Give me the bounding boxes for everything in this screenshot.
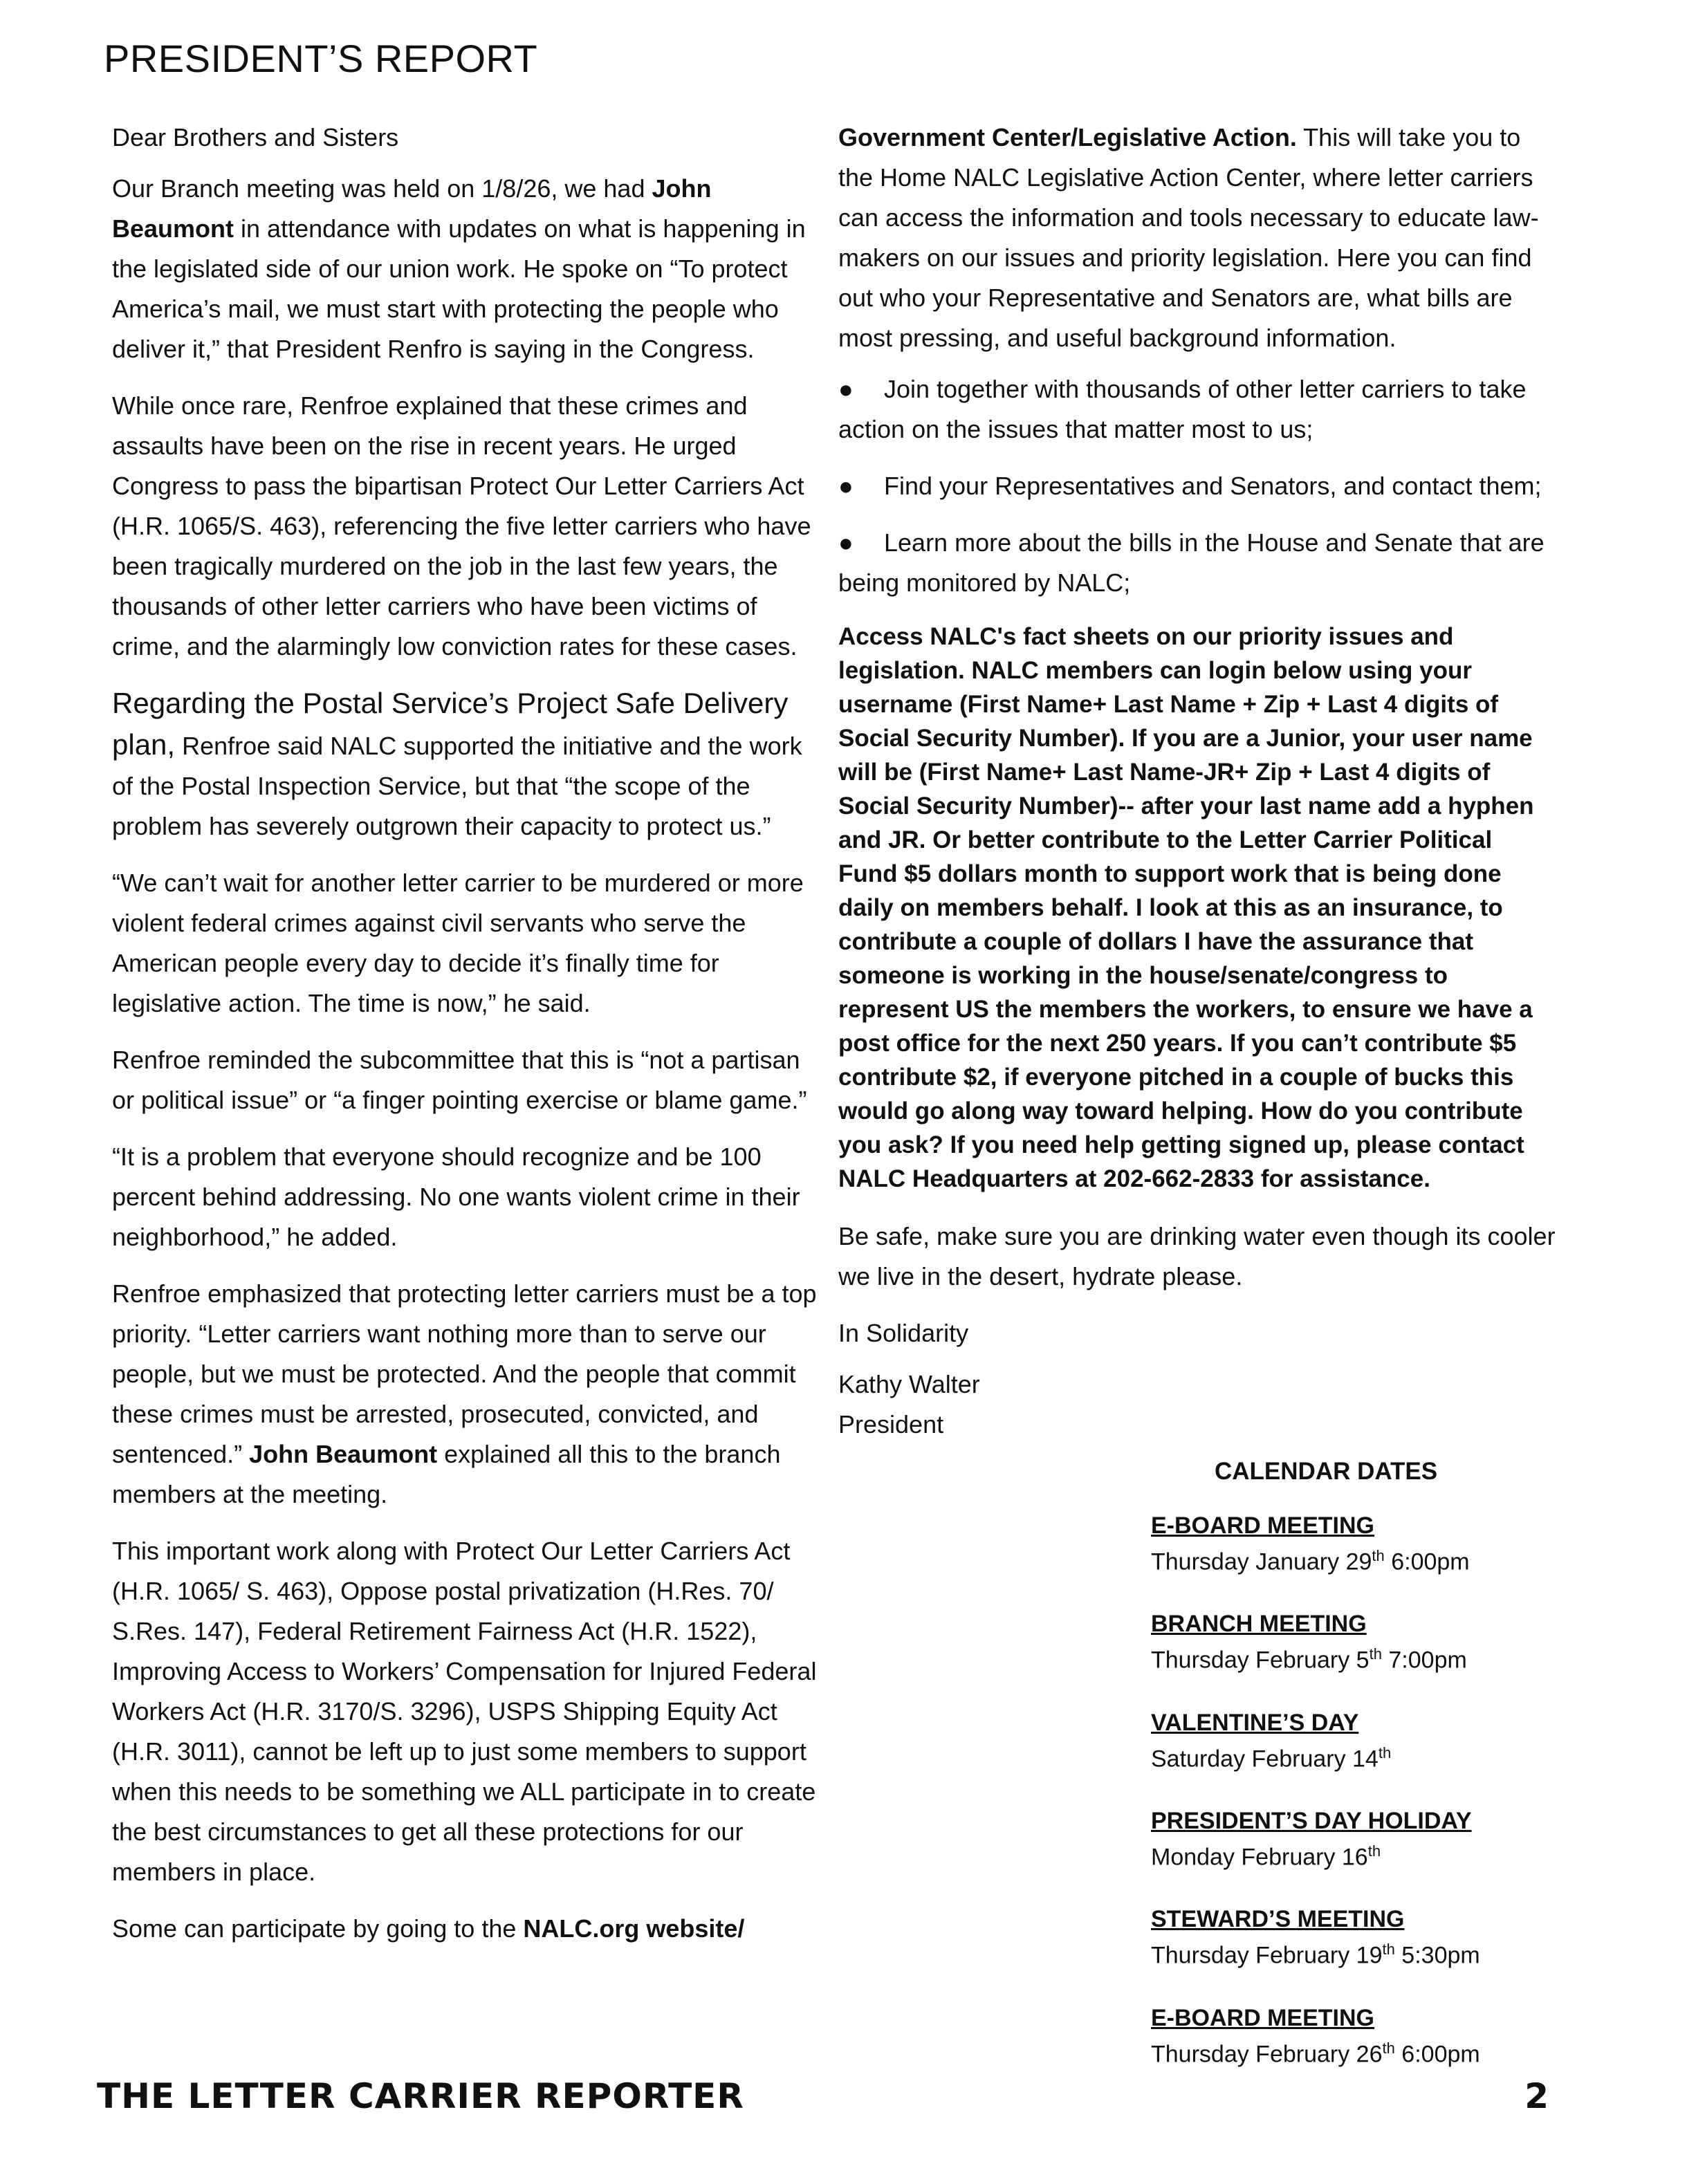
paragraph-top-priority (112, 1274, 824, 1515)
calendar-event-date (1151, 1541, 1552, 1577)
calendar-event-name: VALENTINE’S DAY (1151, 1709, 1359, 1736)
calendar-event-date (1151, 1836, 1552, 1872)
page-title: PRESIDENT’S REPORT (104, 37, 538, 80)
bullet-text: Join together with thousands of other letter carriers to take action on the issues that matter most to us; (838, 375, 1527, 443)
paragraph-closing: Be safe, make sure you are drinking water even though its cooler we live in the desert, hydrate please. (838, 1222, 1556, 1290)
name-john-beaumont: John Beaumont (249, 1440, 438, 1468)
signoff: In Solidarity (838, 1319, 969, 1347)
date-suffix: th (1382, 2039, 1395, 2057)
time-text: 6:00pm (1384, 1548, 1470, 1575)
calendar-event-date (1151, 1934, 1552, 1970)
calendar-entry (1151, 2003, 1552, 2069)
text-span: in attendance with updates on what is happening in the legislated side of our union work. He spoke on “To protect America’s mail, we must start with protecting the people who deliver it,” that President Renfro is saying in the Congress. (112, 214, 806, 363)
calendar-event-name: E-BOARD MEETING (1151, 1512, 1374, 1539)
newsletter-title: THE LETTER CARRIER REPORTER (97, 2076, 744, 2116)
signer-name: Kathy Walter (838, 1370, 980, 1398)
calendar-dates (1151, 1458, 1552, 2101)
paragraph-branch-meeting (112, 169, 824, 369)
left-column (112, 118, 824, 1965)
bullet-icon: ● (838, 472, 854, 500)
date-suffix: th (1382, 1941, 1395, 1959)
time-text: 7:00pm (1381, 1647, 1467, 1674)
date-text: Saturday February 14 (1151, 1745, 1379, 1772)
calendar-event-name: BRANCH MEETING (1151, 1611, 1367, 1638)
calendar-event-date (1151, 1738, 1552, 1774)
bullet-item (838, 369, 1558, 450)
date-text: Thursday January 29 (1151, 1548, 1372, 1575)
text-span: This will take you to the Home NALC Legislative Action Center, where letter carriers can access the information and tools necessary to educate law-makers on our issues and priority legislation. Here you can find out who your Representative and Senators are, what bills are most pressing, and useful background information. (838, 123, 1539, 352)
calendar-entry (1151, 1904, 1552, 1970)
paragraph-not-partisan: Renfroe reminded the subcommittee that this is “not a partisan or political issue” or “a finger pointing exercise or blame game.” (112, 1046, 807, 1114)
date-text: Thursday February 19 (1151, 1942, 1383, 1969)
time-text: 5:30pm (1394, 1942, 1480, 1969)
paragraph-crimes-rise: While once rare, Renfroe explained that these crimes and assaults have been on the rise in recent years. He urged Congress to pass the bipartisan Protect Our Letter Carriers Act (H.R. 1065/S. 463), referencing the five letter carriers who have been tragically murdered on the job in the last few years, the thousands of other letter carriers who have been victims of crime, and the alarmingly low conviction rates for these cases. (112, 391, 811, 660)
date-suffix: th (1372, 1547, 1385, 1564)
bullet-item (838, 466, 1558, 506)
paragraph-problem-recognize: “It is a problem that everyone should recognize and be 100 percent behind addressing. No one wants violent crime in their neighborhood,” he added. (112, 1142, 800, 1251)
date-text: Thursday February 5 (1151, 1647, 1370, 1674)
calendar-entry (1151, 1510, 1552, 1577)
calendar-entry (1151, 1708, 1552, 1774)
bullet-item (838, 523, 1558, 603)
paragraph-fact-sheets: Access NALC's fact sheets on our priority issues and legislation. NALC members can login below using your username (First Name+ Last Name + Zip + Last 4 digits of Social Security Number). If you are a Junior, your user name will be (First Name+ Last Name-JR+ Zip + Last 4 digits of Social Security Number)-- after your last name add a hyphen and JR. Or better contribute to the Letter Carrier Political Fund $5 dollars month to support work that is being done daily on members behalf. I look at this as an insurance, to contribute a couple of dollars I have the assurance that someone is working in the house/senate/congress to represent US the members the workers, to ensure we have a post office for the next 250 years. If you can’t contribute $5 contribute $2, if everyone pitched in a couple of bucks this would go along way toward helping. How do you contribute you ask? If you need help getting signed up, please contact NALC Headquarters at 202-662-2833 for assistance. (838, 623, 1534, 1192)
calendar-title: CALENDAR DATES (1215, 1458, 1438, 1485)
calendar-entry (1151, 1806, 1552, 1872)
calendar-event-name: PRESIDENT’S DAY HOLIDAY (1151, 1807, 1472, 1834)
text-span: Renfroe emphasized that protecting letter carriers must be a top priority. “Letter carriers want nothing more than to serve our people, but we must be protected. And the people that commit these crimes must be arrested, prosecuted, convicted, and sentenced.” (112, 1279, 817, 1468)
name-john-beaumont: John Beaumont (112, 174, 712, 243)
text-span: Our Branch meeting was held on 1/8/26, we had (112, 174, 652, 203)
legislative-action-heading: Government Center/Legislative Action. (838, 123, 1297, 151)
date-suffix: th (1369, 1645, 1382, 1663)
right-column (838, 118, 1558, 1445)
paragraph-important-work: This important work along with Protect Our Letter Carriers Act (H.R. 1065/ S. 463), Oppose postal privatization (H.Res. 70/ S.Res. 147), Federal Retirement Fairness Act (H.R. 1522), Improving Access to Workers’ Compensation for Injured Federal Workers Act (H.R. 3170/S. 3296), USPS Shipping Equity Act (H.R. 3011), cannot be left up to just some members to support when this needs to be something we ALL participate in to create the best circumstances to get all these protections for our members in place. (112, 1537, 817, 1886)
large-text-span: Regarding the Postal Service’s Project Safe Delivery plan, (112, 687, 789, 761)
paragraph-participate (112, 1909, 824, 1949)
text-span: Renfroe said NALC supported the initiative and the work of the Postal Inspection Service, but that “the scope of the problem has severely outgrown their capacity to protect us.” (112, 732, 802, 840)
bullet-icon: ● (838, 528, 854, 557)
calendar-event-name: STEWARD’S MEETING (1151, 1906, 1405, 1933)
bullet-text: Learn more about the bills in the House and Senate that are being monitored by NALC; (838, 528, 1545, 597)
date-suffix: th (1378, 1743, 1392, 1761)
calendar-event-date (1151, 2033, 1552, 2069)
date-text: Monday February 16 (1151, 1844, 1368, 1871)
bullet-text: Find your Representatives and Senators, and contact them; (884, 472, 1542, 500)
calendar-event-name: E-BOARD MEETING (1151, 2004, 1374, 2031)
paragraph-legislative-action (838, 118, 1558, 358)
paragraph-project-safe-delivery (112, 683, 824, 846)
time-text: 6:00pm (1394, 2040, 1480, 2067)
nalc-website-text: NALC.org website/ (523, 1914, 745, 1943)
signature-block (838, 1313, 1558, 1445)
calendar-entry (1151, 1609, 1552, 1675)
date-text: Thursday February 26 (1151, 2040, 1383, 2067)
paragraph-quote-time-is-now: “We can’t wait for another letter carrier to be murdered or more violent federal crimes against civil servants who serve the American people every day to decide it’s finally time for legislative action. The time is now,” he said. (112, 869, 804, 1017)
salutation: Dear Brothers and Sisters (112, 123, 399, 151)
signer-title: President (838, 1410, 944, 1438)
calendar-event-date (1151, 1639, 1552, 1675)
bullet-icon: ● (838, 375, 854, 403)
page-number: 2 (1524, 2076, 1549, 2116)
text-span: explained all this to the branch members at the meeting. (112, 1440, 781, 1508)
date-suffix: th (1367, 1842, 1381, 1860)
text-span: Some can participate by going to the (112, 1914, 524, 1943)
